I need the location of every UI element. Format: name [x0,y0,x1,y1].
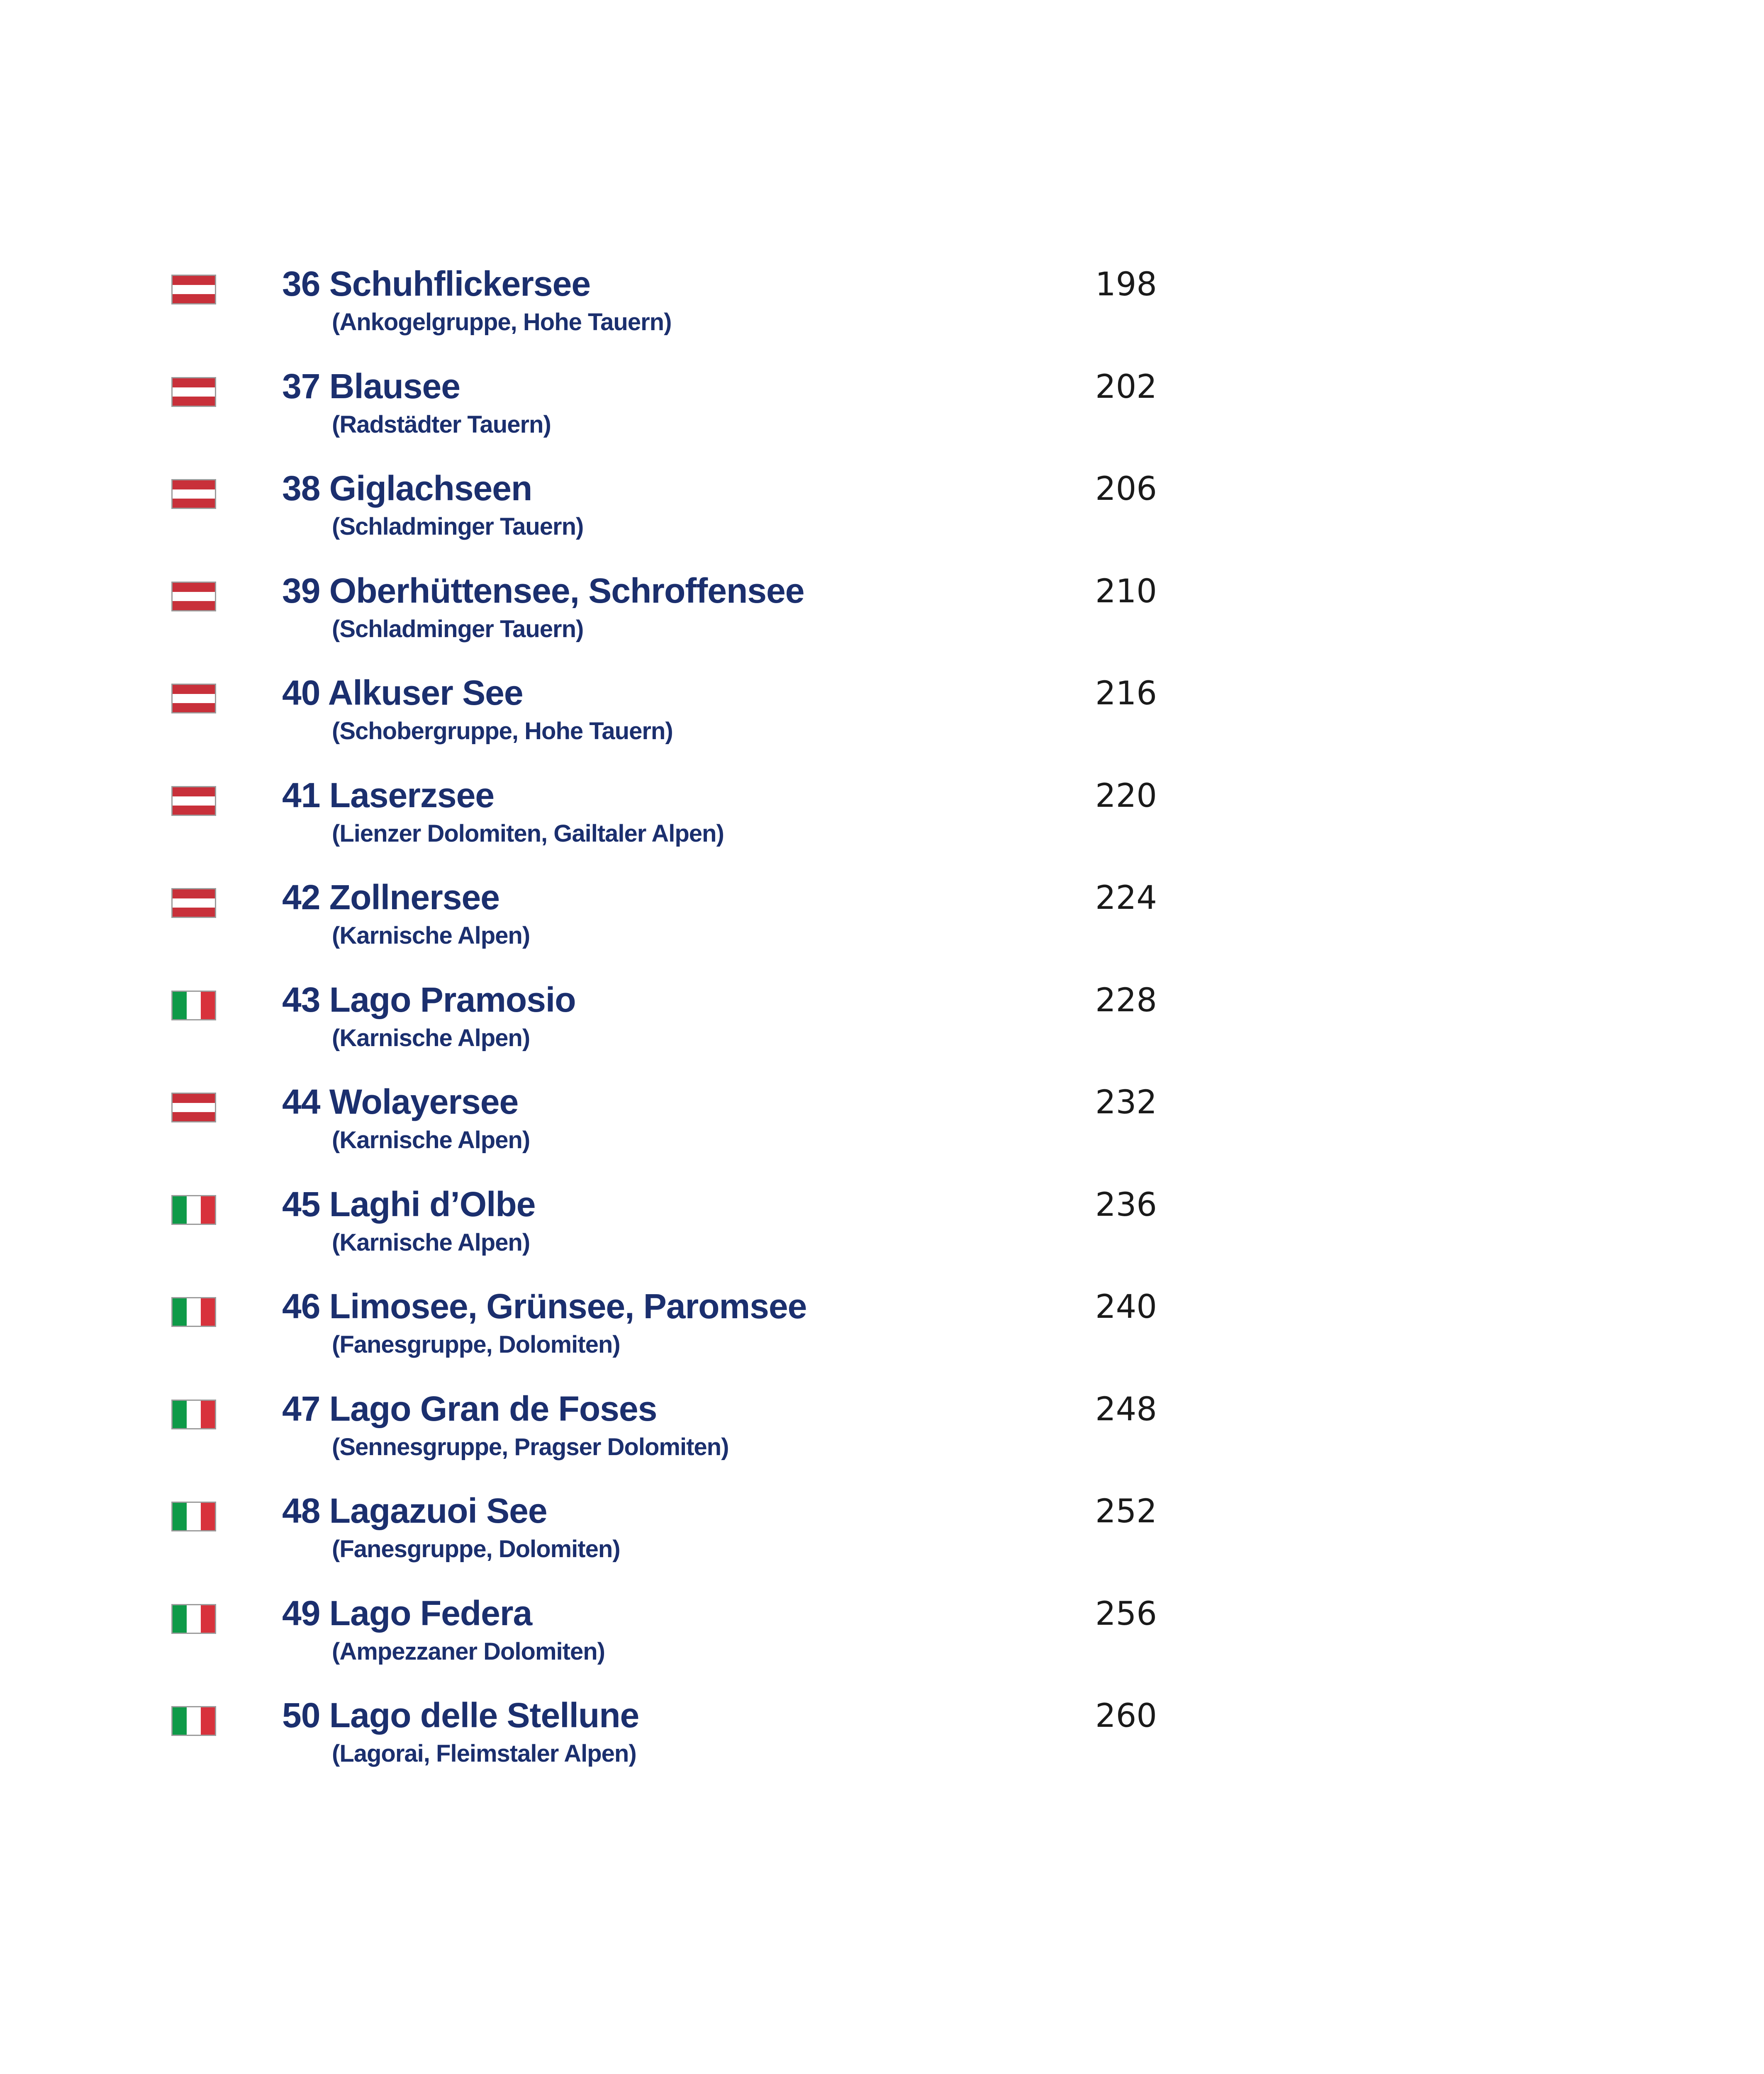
entry-page-number: 252 [1095,1493,1157,1530]
italy-flag [171,1400,216,1429]
toc-entry[interactable] [0,1594,1764,1704]
toc-entry[interactable] [0,571,1764,681]
austria-flag [171,479,216,509]
entry-region: (Radstädter Tauern) [332,411,551,438]
entry-page-number: 256 [1095,1595,1157,1633]
toc-entry[interactable] [0,1185,1764,1295]
italy-flag [171,1297,216,1327]
toc-entry[interactable] [0,367,1764,477]
italy-flag [171,1706,216,1736]
entry-page-number: 260 [1095,1697,1157,1735]
entry-title: 38 Giglachseen [282,469,532,508]
entry-title: 40 Alkuser See [282,673,523,712]
italy-flag [171,991,216,1020]
austria-flag [171,582,216,611]
austria-flag [171,888,216,918]
austria-flag [171,1093,216,1122]
austria-flag [171,377,216,407]
entry-page-number: 198 [1095,266,1157,303]
toc-entry[interactable] [0,1389,1764,1499]
entry-region: (Ampezzaner Dolomiten) [332,1638,605,1665]
entry-title: 50 Lago delle Stellune [282,1696,639,1735]
entry-title: 47 Lago Gran de Foses [282,1389,657,1428]
entry-page-number: 210 [1095,573,1157,610]
toc-entry[interactable] [0,980,1764,1090]
entry-region: (Lagorai, Fleimstaler Alpen) [332,1740,636,1767]
entry-page-number: 220 [1095,777,1157,815]
entry-region: (Schladminger Tauern) [332,616,584,643]
entry-title: 41 Laserzsee [282,776,495,815]
entry-page-number: 228 [1095,982,1157,1019]
entry-title: 42 Zollnersee [282,878,499,917]
entry-title: 48 Lagazuoi See [282,1491,547,1530]
toc-entry[interactable] [0,1287,1764,1397]
entry-page-number: 232 [1095,1084,1157,1121]
entry-title: 43 Lago Pramosio [282,980,576,1019]
italy-flag [171,1502,216,1531]
entry-region: (Fanesgruppe, Dolomiten) [332,1536,620,1563]
entry-region: (Sennesgruppe, Pragser Dolomiten) [332,1434,729,1461]
entry-title: 46 Limosee, Grünsee, Paromsee [282,1287,807,1326]
entry-region: (Karnische Alpen) [332,1127,530,1154]
toc-entry[interactable] [0,878,1764,988]
entry-region: (Karnische Alpen) [332,922,530,949]
toc-entry[interactable] [0,1082,1764,1192]
entry-title: 45 Laghi d’Olbe [282,1185,536,1224]
entry-region: (Schladminger Tauern) [332,513,584,540]
entry-page-number: 206 [1095,470,1157,508]
entry-region: (Karnische Alpen) [332,1025,530,1052]
italy-flag [171,1604,216,1634]
entry-title: 49 Lago Federa [282,1594,532,1633]
toc-entry[interactable] [0,264,1764,374]
entry-page-number: 224 [1095,879,1157,917]
austria-flag [171,275,216,304]
italy-flag [171,1195,216,1225]
toc-entry[interactable] [0,776,1764,886]
entry-region: (Schobergruppe, Hohe Tauern) [332,718,673,745]
entry-page-number: 240 [1095,1288,1157,1326]
entry-title: 37 Blausee [282,367,460,406]
entry-region: (Karnische Alpen) [332,1229,530,1256]
entry-region: (Lienzer Dolomiten, Gailtaler Alpen) [332,820,724,847]
entry-region: (Fanesgruppe, Dolomiten) [332,1331,620,1358]
entry-region: (Ankogelgruppe, Hohe Tauern) [332,309,672,336]
entry-title: 44 Wolayersee [282,1082,519,1121]
entry-title: 39 Oberhüttensee, Schroffensee [282,571,804,610]
toc-entry[interactable] [0,1491,1764,1601]
toc-entry[interactable] [0,1696,1764,1806]
entry-page-number: 236 [1095,1186,1157,1224]
austria-flag [171,684,216,713]
toc-entry[interactable] [0,469,1764,579]
entry-page-number: 248 [1095,1391,1157,1428]
entry-page-number: 202 [1095,368,1157,406]
toc-entry[interactable] [0,673,1764,783]
austria-flag [171,786,216,816]
entry-page-number: 216 [1095,675,1157,712]
entry-title: 36 Schuhflickersee [282,264,591,303]
